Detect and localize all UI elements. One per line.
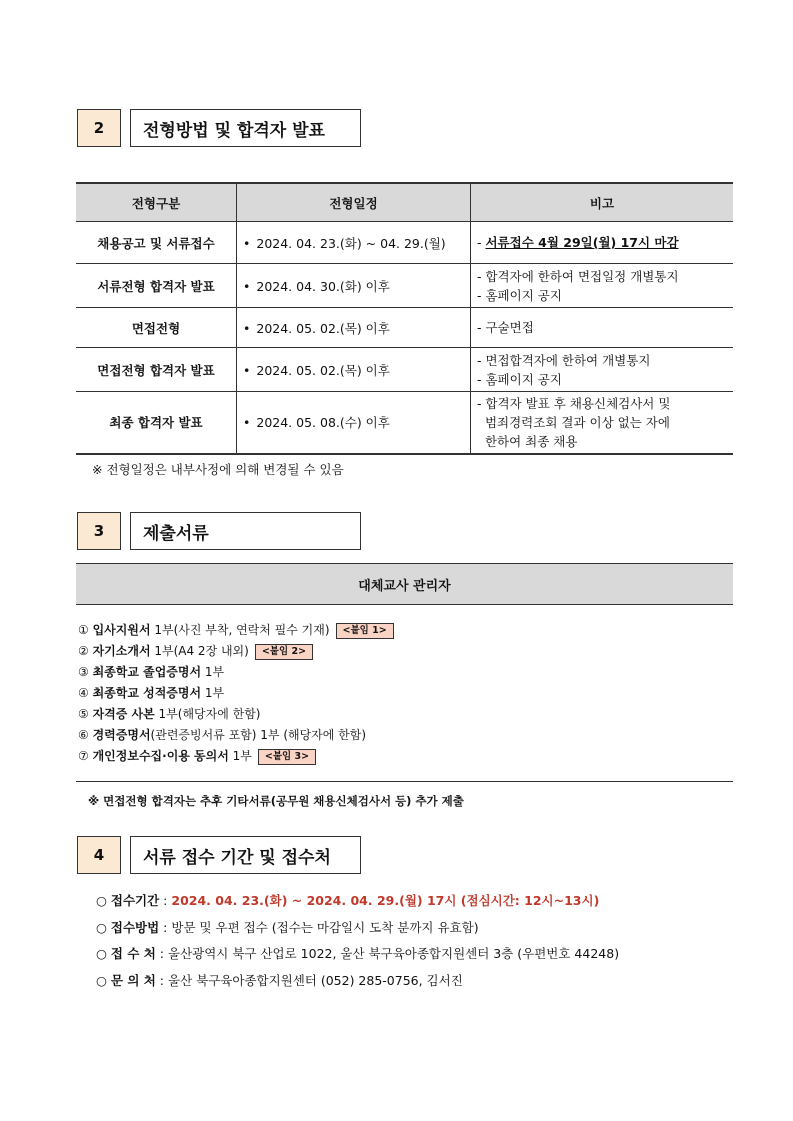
item-detail: 1부(해당자에 한함) [154,707,261,721]
stage-cell: 서류전형 합격자 발표 [76,264,237,308]
table-row [76,222,733,264]
item-name: 입사지원서 [92,623,151,637]
schedule-footnote: ※ 전형일정은 내부사정에 의해 변경될 수 있음 [92,462,344,477]
section-title: 전형방법 및 합격자 발표 [130,109,361,147]
date-cell [237,392,471,454]
stage-cell: 면접전형 합격자 발표 [76,348,237,392]
note-cell [471,264,734,308]
note-cell [471,348,734,392]
date-text: 2024. 05. 02.(목) 이후 [256,362,390,378]
info-row: ○ 문 의 처 : 울산 북구육아종합지원센터 (052) 285-0756, 김서진 [96,972,463,988]
item-name: 자기소개서 [92,644,151,658]
item-number: ③ [78,665,93,679]
column-header: 전형구분 [76,183,237,222]
info-value: 울산광역시 북구 산업로 1022, 울산 북구육아종합지원센터 3층 (우편번호 44248) [168,946,620,961]
item-number: ② [78,644,93,658]
table-row [76,308,733,348]
note-cell [471,392,734,454]
item-name: 최종학교 성적증명서 [92,686,202,700]
bullet-icon: • [243,235,251,251]
note-line: - 홈페이지 공지 [477,371,562,387]
bullet-icon: • [243,320,251,336]
note-line: 한하여 최종 채용 [477,433,578,449]
stage-cell: 채용공고 및 서류접수 [76,222,237,264]
list-item [78,662,394,683]
note-cell [471,222,734,264]
item-name: 최종학교 졸업증명서 [92,665,202,679]
date-cell [237,264,471,308]
documents-list [78,620,394,767]
list-item [78,725,394,746]
table-row [76,348,733,392]
circle-bullet-icon: ○ [96,946,111,961]
item-detail: 1부 [201,665,225,679]
list-item [78,704,394,725]
note-line: - 홈페이지 공지 [477,287,562,303]
item-number: ① [78,623,93,637]
note-line: - 합격자 발표 후 채용신체검사서 및 [477,395,671,411]
note-line: - 서류접수 4월 29일(월) 17시 마감 [477,235,679,250]
reception-info [96,888,619,994]
list-item [78,746,394,767]
attachment-tag: <붙임 1> [336,623,394,639]
column-header: 비고 [471,183,734,222]
bullet-icon: • [243,415,251,431]
note-cell [471,308,734,348]
schedule-table [76,182,733,455]
date-cell [237,222,471,264]
item-detail: 1부 [201,686,225,700]
item-name: 경력증명서 [92,728,151,742]
circle-bullet-icon: ○ [96,919,111,935]
item-detail: 1부 [228,749,252,763]
documents-header: 대체교사 관리자 [76,563,733,605]
info-label: 접수기간 [110,893,160,908]
list-item [78,620,394,641]
list-item [78,641,394,662]
date-text: 2024. 05. 08.(수) 이후 [256,415,390,431]
info-value: 2024. 04. 23.(화) ~ 2024. 04. 29.(월) 17시 (점심시간: 12시~13시) [171,893,600,908]
section-title: 서류 접수 기간 및 접수처 [130,836,361,874]
section-number: 3 [77,512,121,550]
section-number: 2 [77,109,121,147]
note-line: - 면접합격자에 한하여 개별통지 [477,352,651,368]
list-item [78,683,394,704]
divider [76,781,733,782]
info-value: 울산 북구육아종합지원센터 (052) 285-0756, 김서진 [168,972,463,988]
info-label: 문 의 처 [110,972,156,988]
stage-cell: 면접전형 [76,308,237,348]
info-row: ○ 접수기간 : 2024. 04. 23.(화) ~ 2024. 04. 29.(월) 17시 (점심시간: 12시~13시) [96,893,600,908]
documents-note: ※ 면접전형 합격자는 추후 기타서류(공무원 채용신체검사서 등) 추가 제출 [88,794,464,808]
item-name: 자격증 사본 [92,707,155,721]
item-number: ⑥ [78,728,93,742]
date-text: 2024. 04. 30.(화) 이후 [256,278,390,294]
note-line: - 합격자에 한하여 면접일정 개별통지 [477,268,679,284]
date-text: 2024. 04. 23.(화) ~ 04. 29.(월) [256,235,446,251]
date-cell [237,348,471,392]
item-number: ⑦ [78,749,93,763]
item-number: ⑤ [78,707,93,721]
attachment-tag: <붙임 2> [255,644,313,660]
circle-bullet-icon: ○ [96,972,111,988]
item-detail: 1부(사진 부착, 연락처 필수 기재) [150,623,330,637]
info-label: 접 수 처 [110,946,156,961]
table-header-row [76,183,733,222]
date-text: 2024. 05. 02.(목) 이후 [256,320,390,336]
bullet-icon: • [243,278,251,294]
circle-bullet-icon: ○ [96,893,111,908]
table-row [76,264,733,308]
bullet-icon: • [243,362,251,378]
info-row: ○ 접수방법 : 방문 및 우편 접수 (접수는 마감일시 도착 분까지 유효함) [96,919,479,935]
note-line: - 구술면접 [477,320,534,335]
item-name: 개인정보수집·이용 동의서 [92,749,229,763]
column-header: 전형일정 [237,183,471,222]
info-row: ○ 접 수 처 : 울산광역시 북구 산업로 1022, 울산 북구육아종합지원센터 3층 (우편번호 44248) [96,946,620,961]
item-detail: 1부(A4 2장 내외) [150,644,249,658]
section-number: 4 [77,836,121,874]
table-row [76,392,733,454]
attachment-tag: <붙임 3> [258,749,316,765]
item-number: ④ [78,686,93,700]
section-title: 제출서류 [130,512,361,550]
info-value: 방문 및 우편 접수 (접수는 마감일시 도착 분까지 유효함) [171,919,479,935]
date-cell [237,308,471,348]
item-detail: (관련증빙서류 포함) 1부 (해당자에 한함) [150,728,367,742]
stage-cell: 최종 합격자 발표 [76,392,237,454]
info-label: 접수방법 [110,919,160,935]
note-line: 범죄경력조회 결과 이상 없는 자에 [477,414,670,430]
